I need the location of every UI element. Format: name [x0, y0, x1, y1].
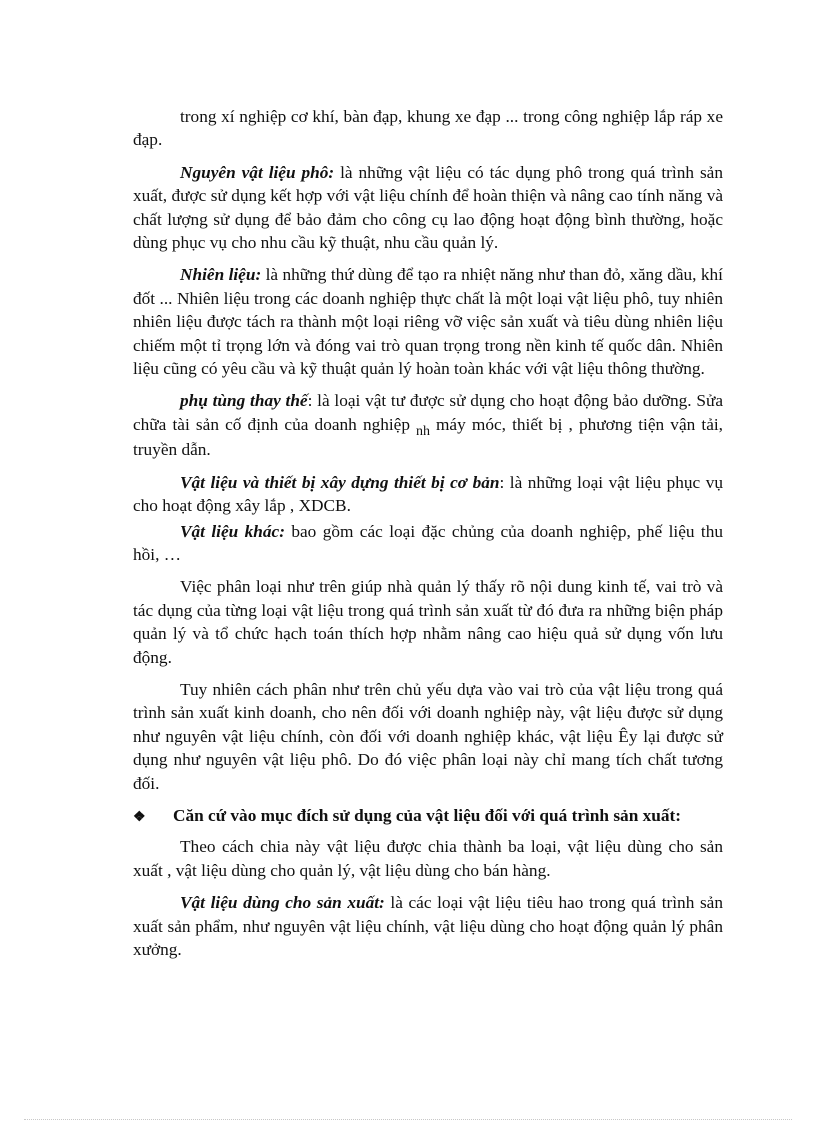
paragraph-small-text: nh	[415, 423, 430, 439]
paragraph-text: : là loại vật tư được sử dụng cho hoạt động bảo dưỡng. Sửa chữa tài sản cố định của doanh nghiệp	[133, 391, 723, 434]
paragraph-production-materials	[133, 891, 723, 961]
paragraph-text: là những thứ dùng để tạo ra nhiệt năng như than đỏ, xăng dầu, khí đốt ... Nhiên liệu trong các doanh nghiệp thực chất là một loại vật liệu phô, tuy nhiên nhiên liệu được tách ra thành một loại riêng vỡ việc sản xuất và tiêu dùng nhiên liệu chiếm một tỉ trọng lớn và đóng vai trò quan trọng trong nền kinh tế quốc dân. Nhiên liệu cũng có yêu cầu và kỹ thuật quản lý hoàn toàn khác với vật liệu thông thường.	[133, 265, 723, 379]
paragraph-auxiliary-materials	[133, 161, 723, 255]
paragraph-text: bao gồm các loại đặc chủng của doanh nghiệp, phế liệu thu hồi, …	[133, 521, 723, 564]
paragraph-three-categories	[133, 835, 723, 882]
paragraph-text: Tuy nhiên cách phân như trên chủ yếu dựa vào vai trò của vật liệu trong quá trình sản xuất kinh doanh, cho nên đối với doanh nghiệp này, vật liệu được sử dụng như nguyên vật liệu chính, còn đối với doanh nghiệp khác, vật liệu Êy lại được sử dụng như nguyên vật liệu phô. Do đó việc phân loại này chỉ mang tích chất tương đối.	[133, 679, 723, 793]
document-body	[133, 105, 723, 970]
paragraph-text: Theo cách chia này vật liệu được chia thành ba loại, vật liệu dùng cho sản xuất , vật liệu dùng cho quản lý, vật liệu dùng cho bán hàng.	[133, 837, 723, 880]
term-other-materials: Vật liệu khác:	[180, 521, 285, 541]
section-heading-text: Căn cứ vào mục đích sử dụng của vật liệu đối với quá trình sản xuất:	[173, 805, 682, 825]
paragraph-classification-purpose	[133, 575, 723, 669]
page-bottom-border	[24, 1119, 792, 1120]
paragraph-text: Việc phân loại như trên giúp nhà quản lý thấy rõ nội dung kinh tế, vai trò và tác dụng của từng loại vật liệu trong quá trình sản xuất từ đó đưa ra những biện pháp quản lý và tổ chức hạch toán thích hợp nhằm nâng cao hiệu quả sử dụng vốn lưu động.	[133, 577, 723, 667]
term-spare-parts: phụ tùng thay thế	[180, 391, 308, 411]
paragraph-fuel	[133, 263, 723, 380]
paragraph-spare-parts	[133, 389, 723, 461]
paragraph-text: là những vật liệu có tác dụng phô trong quá trình sản xuất, được sử dụng kết hợp với vật liệu chính để hoàn thiện và nâng cao tính năng và chất lượng sử dụng để bảo đảm cho công cụ lao động hoạt động bình thường, hoặc dùng phục vụ cho nhu cầu kỹ thuật, nhu cầu quản lý.	[133, 162, 723, 253]
paragraph-other-materials	[133, 520, 723, 567]
term-auxiliary-materials: Nguyên vật liệu phô:	[180, 162, 335, 182]
term-production-materials: Vật liệu dùng cho sản xuất:	[180, 893, 385, 913]
paragraph-text: : là những loại vật liệu phục vụ cho hoạt động xây lắp , XDCB.	[133, 472, 723, 516]
paragraph-text: là các loại vật liệu tiêu hao trong quá trình sản xuất sản phẩm, như nguyên vật liệu chính, vật liệu dùng cho hoạt động quản lý phân xưởng.	[133, 893, 723, 959]
diamond-bullet-icon: ❖	[133, 809, 146, 825]
paragraph-classification-limitation	[133, 678, 723, 795]
paragraph-construction-materials	[133, 471, 723, 518]
paragraph-continuation	[133, 105, 723, 152]
term-fuel: Nhiên liệu:	[180, 265, 262, 285]
paragraph-text: máy móc, thiết bị , phương tiện vận tải, truyền dẫn.	[133, 414, 723, 460]
term-construction-materials: Vật liệu và thiết bị xây dựng thiết bị cơ bản	[180, 472, 500, 492]
section-heading	[133, 804, 723, 829]
paragraph-text: trong xí nghiệp cơ khí, bàn đạp, khung xe đạp ... trong công nghiệp lắp ráp xe đạp.	[133, 107, 723, 150]
